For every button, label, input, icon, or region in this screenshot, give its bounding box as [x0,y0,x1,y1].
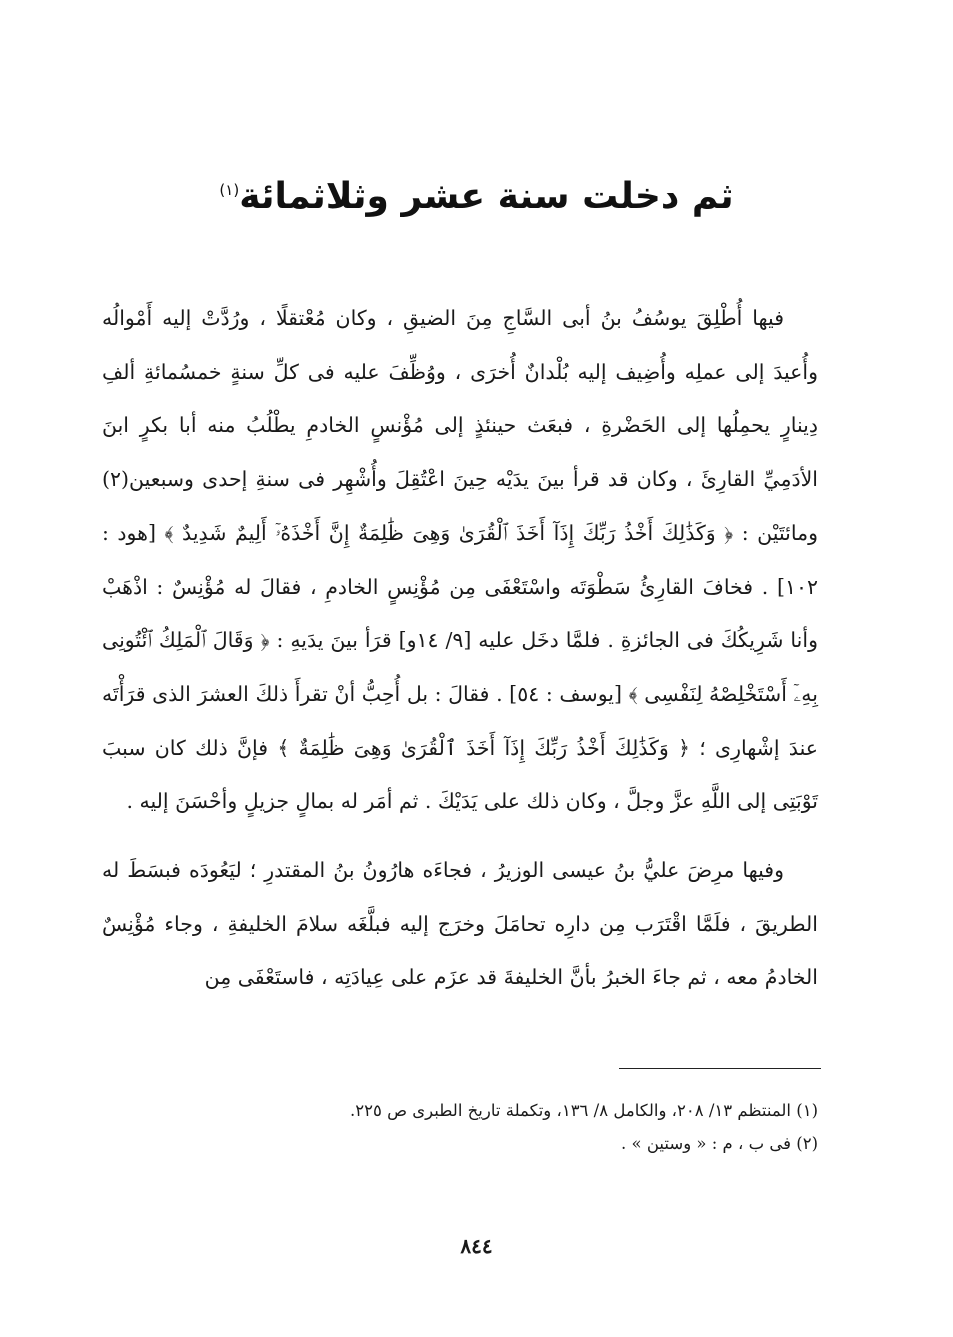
chapter-title: ثم دخلت سنة عشر وثلاثمائة [239,176,734,218]
paragraph: فيها أُطْلِقَ يوسُفُ بنُ أبى السَّاجِ مِنَ الضيقِ ، وكان مُعْتقلًا ، ورُدَّتْ إليه أَمْوالُه وأُعيدَ إلى عملِه وأُضِيف إليه بُلْدانٌ أُخرَى ، ووُظِّفَ عليه فى كلِّ سنةٍ خمسُمائةِ ألفِ دِينارٍ يحمِلُها إلى الحَضْرةِ ، فبعَث حينئذٍ إلى مُؤْنسٍ الخادمِ يطْلُبُ منه أبا بكرٍ ابنَ الأدَمِيِّ القارِئَ ، وكان قد قرأ بينَ يدَيْه حِينَ اعْتُقِلَ وأُشْهِر فى سنةِ إحدى وسبعين(٢) ومائتَيْن : ﴿ وَكَذَٰلِكَ أَخْذُ رَبِّكَ إِذَآ أَخَذَ ٱلْقُرَىٰ وَهِىَ ظَٰلِمَةٌ إِنَّ أَخْذَهُۥٓ أَلِيمٌ شَدِيدٌ ﴾ [هود : ١٠٢] . فخافَ القارِئُ سَطْوَتَه واسْتَعْفَى مِن مُؤْنِسٍ الخادمِ ، فقالَ له مُؤْنِسٌ : اذْهَبْ وأنا شَرِيكُكَ فى الجائزةِ . فلمَّا دخَل عليه [٩/ ١٤و] قرَأ بينَ يدَيهِ : ﴿ وَقَالَ ٱلْمَلِكُ ٱئْتُونِى بِهِۦٓ أَسْتَخْلِصْهُ لِنَفْسِى ﴾ [يوسف : ٥٤] . فقالَ : بل أُحِبُّ أنْ تقرأَ ذلكَ العشرَ الذى قرَأْتَه عندَ إشْهارِى ؛ ﴿ وَكَذَٰلِكَ أَخْذُ رَبِّكَ إِذَآ أَخَذَ ٱلْقُرَىٰ وَهِىَ ظَٰلِمَةٌ ﴾ فإنَّ ذلك كان سببَ تَوْبَتِى إلى اللَّهِ عزَّ وجلَّ ، وكان ذلك على يَدَيْكَ . ثم أمَر له بمالٍ جزيلٍ وأحْسَنَ إليه . [102,306,818,814]
chapter-heading [120,162,833,225]
body-text [102,292,818,1005]
footnote-separator [619,1068,821,1069]
footnote: (٢) فى ب ، م : « وستين » . [621,1134,818,1153]
heading-footnote-marker: (١) [219,181,240,200]
footnotes [102,1094,818,1160]
paragraph: وفيها مرِضَ عليُّ بنُ عيسى الوزيرُ ، فجاءَه هارُونُ بنُ المقتدرِ ؛ ليَعُودَه فبسَطَ له الطريقَ ، فلَمَّا اقْتَرَب مِن دارِه تحامَلَ وخرَج إليه فبلَّغَه سلامَ الخليفةِ ، وجاء مُؤْنِسٌ الخادمُ معه ، ثم جاءَ الخبرُ بأنَّ الخليفةَ قد عزَم على عِيادَتِه ، فاستَعْفَى مِن [102,858,818,990]
footnote: (١) المنتظم ١٣/ ٢٠٨، والكامل ٨/ ١٣٦، وتكملة تاريخ الطبرى ص ٢٢٥. [349,1101,818,1120]
page-number: ٨٤٤ [460,1234,493,1258]
